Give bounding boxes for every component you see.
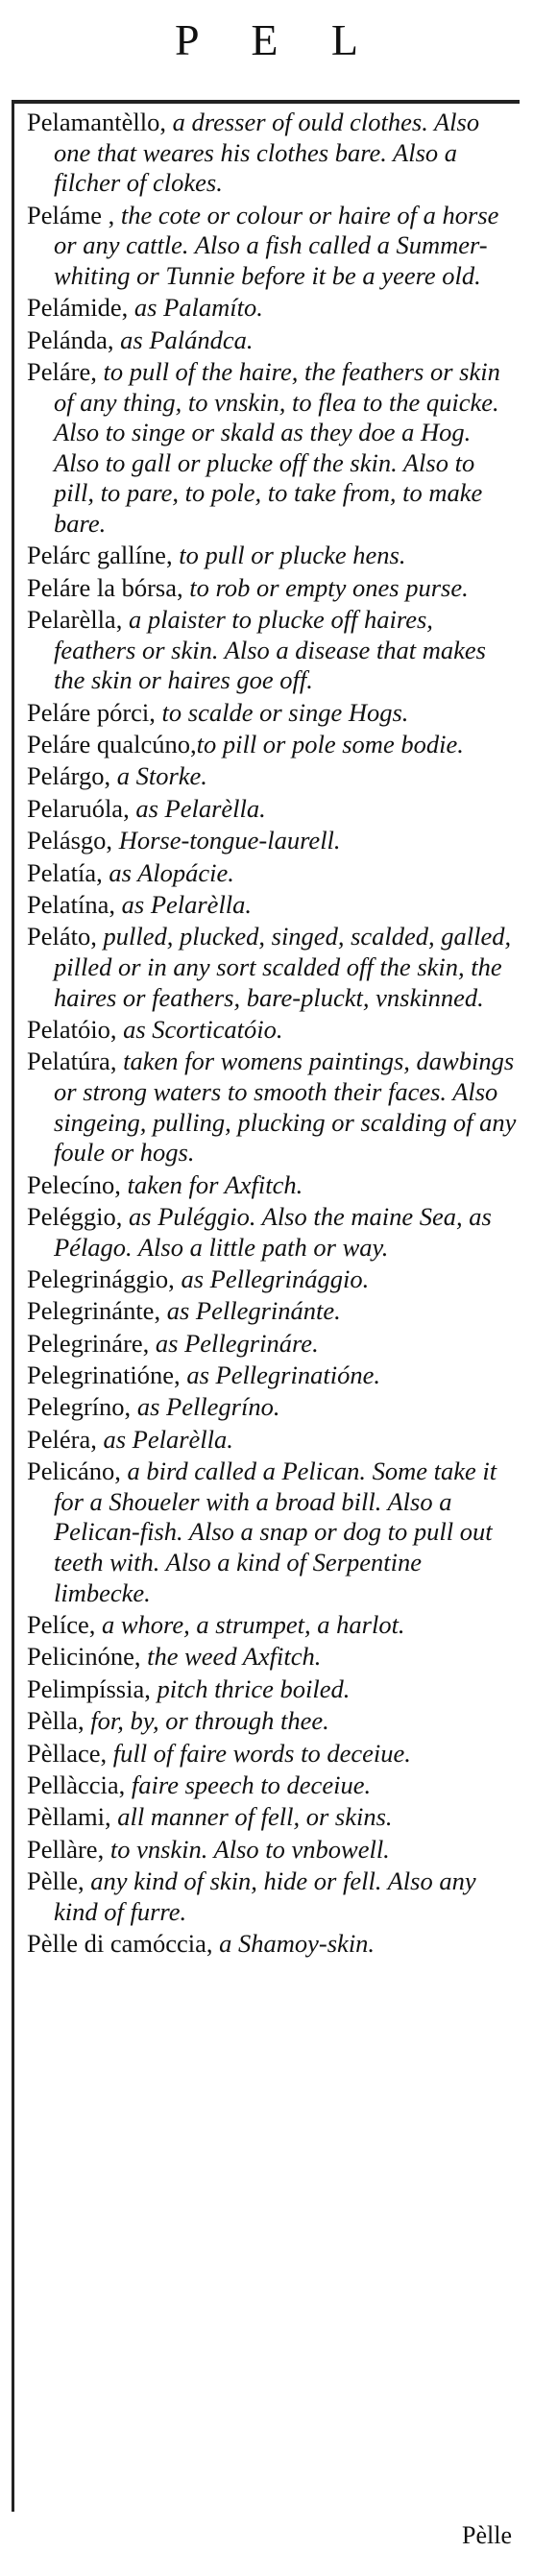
dictionary-entry — [27, 541, 519, 571]
entry-headword: Pèllace, — [27, 1738, 108, 1768]
dictionary-entry — [27, 1264, 519, 1295]
entry-definition: a dresser of ould clothes. Also one that weares his clothes bare. Also a filcher of clokes. — [54, 108, 480, 198]
entry-definition: a bird called a Pelican. Some take it for a Shoueler with a broad bill. Also a Pelican-fish. Also a snap or dog to pull out teeth with. Also a kind of Serpentine limbecke. — [54, 1457, 497, 1607]
dictionary-entry — [27, 1674, 519, 1705]
dictionary-entry — [27, 1329, 519, 1360]
entry-headword: Pelárc gallíne, — [27, 541, 173, 570]
entry-headword: Peláto, — [27, 922, 97, 951]
entry-headword: Pelamantèllo, — [27, 108, 166, 136]
entry-definition: the weed Axfitch. — [140, 1642, 322, 1672]
entry-headword: Pelicinóne, — [27, 1642, 141, 1672]
entry-definition: as Pellegrinággio. — [174, 1264, 370, 1293]
entry-definition: taken for Axfitch. — [120, 1169, 303, 1199]
entry-headword: Pelegrinánte, — [27, 1296, 161, 1326]
entry-list — [27, 108, 519, 1962]
dictionary-entry — [27, 698, 519, 729]
entry-headword: Pelatúra, — [27, 1047, 117, 1076]
entry-definition: to scalde or singe Hogs. — [155, 697, 409, 727]
entry-definition: to pull of the haire, the feathers or skin of any thing, to vnskin, to flea to the quicke. Also to singe or skald as they doe a Hog. Also to gall or plucke off the skin. Also to pill, to pare, to pole, to take from, to make bare. — [54, 356, 500, 538]
entry-definition: as Scorticatóio. — [116, 1014, 283, 1044]
dictionary-entry — [27, 357, 519, 540]
entry-headword: Peléra, — [27, 1424, 97, 1454]
entry-headword: Peláme , — [27, 200, 115, 229]
dictionary-entry — [27, 1642, 519, 1673]
entry-headword: Pèllami, — [27, 1802, 111, 1832]
entry-definition: any kind of skin, hide or fell. Also any kind of furre. — [54, 1866, 476, 1926]
entry-headword: Peláre pórci, — [27, 697, 156, 727]
entry-definition: as Pellegrinánte. — [160, 1296, 341, 1326]
entry-definition: as Pelarèlla. — [115, 890, 253, 919]
entry-definition: for, by, or through thee. — [84, 1706, 329, 1736]
entry-headword: Pelásgo, — [27, 826, 113, 855]
dictionary-entry — [27, 730, 519, 760]
entry-definition: all manner of fell, or skins. — [110, 1802, 393, 1832]
entry-headword: Pelatóio, — [27, 1014, 117, 1044]
dictionary-entry — [27, 794, 519, 825]
entry-headword: Pellàre, — [27, 1834, 105, 1864]
dictionary-entry — [27, 1457, 519, 1608]
entry-headword: Peléggio, — [27, 1201, 123, 1231]
dictionary-entry — [27, 1170, 519, 1201]
entry-definition: faire speech to deceiue. — [125, 1769, 372, 1799]
entry-definition: as Pelarèlla. — [129, 793, 266, 823]
dictionary-entry — [27, 922, 519, 1013]
dictionary-entry — [27, 605, 519, 696]
entry-headword: Pèlle, — [27, 1866, 85, 1896]
dictionary-entry — [27, 108, 519, 199]
entry-headword: Pèlle di camóccia, — [27, 1929, 213, 1959]
entry-headword: Pellàccia, — [27, 1769, 126, 1799]
catchword: Pèlle — [462, 2521, 512, 2549]
dictionary-entry — [27, 1866, 519, 1927]
dictionary-entry — [27, 1296, 519, 1327]
entry-definition: to rob or empty ones purse. — [182, 572, 469, 602]
entry-headword: Pelegrinatióne, — [27, 1360, 181, 1390]
column-rule — [12, 100, 14, 2512]
entry-headword: Pelaruóla, — [27, 793, 130, 823]
entry-headword: Pelíce, — [27, 1610, 96, 1640]
entry-definition: as Alopácie. — [102, 857, 234, 887]
dictionary-entry — [27, 1610, 519, 1641]
entry-headword: Peláre qualcúno, — [27, 730, 197, 759]
dictionary-entry — [27, 1425, 519, 1456]
dictionary-entry — [27, 1015, 519, 1046]
entry-headword: Pelatía, — [27, 857, 103, 887]
entry-definition: as Pellegrinatióne. — [180, 1360, 380, 1390]
dictionary-entry — [27, 1770, 519, 1801]
dictionary-entry — [27, 761, 519, 792]
entry-headword: Pelicáno, — [27, 1457, 121, 1486]
dictionary-entry — [27, 1360, 519, 1391]
entry-definition: as Pellegrináre. — [149, 1328, 319, 1358]
entry-headword: Pelánda, — [27, 325, 114, 354]
entry-definition: as Pellegríno. — [131, 1392, 280, 1422]
entry-definition: to pill or pole some bodie. — [196, 730, 464, 759]
dictionary-entry — [27, 1202, 519, 1263]
page-header: P E L — [174, 15, 380, 64]
entry-headword: Pelámide, — [27, 293, 129, 323]
entry-definition: to vnskin. Also to vnbowell. — [104, 1834, 390, 1864]
entry-definition: as Pelarèlla. — [96, 1424, 233, 1454]
dictionary-entry — [27, 1047, 519, 1168]
entry-headword: Pelarèlla, — [27, 605, 123, 635]
dictionary-entry — [27, 1835, 519, 1866]
entry-definition: pitch thrice boiled. — [150, 1673, 351, 1703]
entry-definition: taken for womens paintings, dawbings or strong waters to smooth their faces. Also singeing, pulling, plucking or scalding of any foule or hogs. — [54, 1047, 517, 1168]
dictionary-entry — [27, 1929, 519, 1960]
entry-definition: as Palándca. — [113, 325, 254, 354]
entry-definition: full of faire words to deceiue. — [107, 1738, 411, 1768]
entry-definition: the cote or colour or haire of a horse or any cattle. Also a fish called a Summer-whiting or Tunnie before it be a yeere old. — [54, 200, 499, 290]
entry-headword: Peláre, — [27, 356, 97, 386]
entry-definition: Horse-tongue-laurell. — [112, 826, 341, 855]
dictionary-entry — [27, 325, 519, 356]
dictionary-entry — [27, 293, 519, 324]
dictionary-entry — [27, 1739, 519, 1769]
dictionary-entry — [27, 573, 519, 604]
dictionary-entry — [27, 1802, 519, 1833]
entry-definition: a Storke. — [110, 761, 207, 791]
entry-definition: pulled, plucked, singed, scalded, galled, pilled or in any sort scalded off the skin, the haires or feathers, bare-pluckt, vnskinned. — [54, 922, 512, 1012]
dictionary-entry — [27, 858, 519, 889]
entry-definition: to pull or plucke hens. — [172, 541, 406, 570]
entry-headword: Pelegríno, — [27, 1392, 132, 1422]
dictionary-entry — [27, 890, 519, 921]
entry-headword: Pèlla, — [27, 1706, 85, 1736]
dictionary-entry — [27, 1392, 519, 1423]
entry-definition: as Palamíto. — [128, 293, 263, 323]
entry-headword: Pelecíno, — [27, 1169, 121, 1199]
entry-headword: Pelimpíssia, — [27, 1673, 151, 1703]
entry-headword: Peláre la bórsa, — [27, 572, 183, 602]
dictionary-entry — [27, 201, 519, 292]
entry-headword: Pelatína, — [27, 890, 115, 919]
entry-definition: as Puléggio. Also the maine Sea, as Pélago. Also a little path or way. — [54, 1201, 492, 1262]
dictionary-entry — [27, 1706, 519, 1737]
entry-headword: Pelárgo, — [27, 761, 111, 791]
entry-definition: a whore, a strumpet, a harlot. — [95, 1610, 405, 1640]
header-rule — [13, 100, 520, 104]
entry-headword: Pelegrináre, — [27, 1328, 150, 1358]
entry-definition: a Shamoy-skin. — [212, 1929, 376, 1959]
entry-definition: a plaister to plucke off haires, feathers or skin. Also a disease that makes the skin or haires goe off. — [54, 605, 486, 695]
entry-headword: Pelegrinággio, — [27, 1264, 175, 1293]
dictionary-entry — [27, 826, 519, 856]
